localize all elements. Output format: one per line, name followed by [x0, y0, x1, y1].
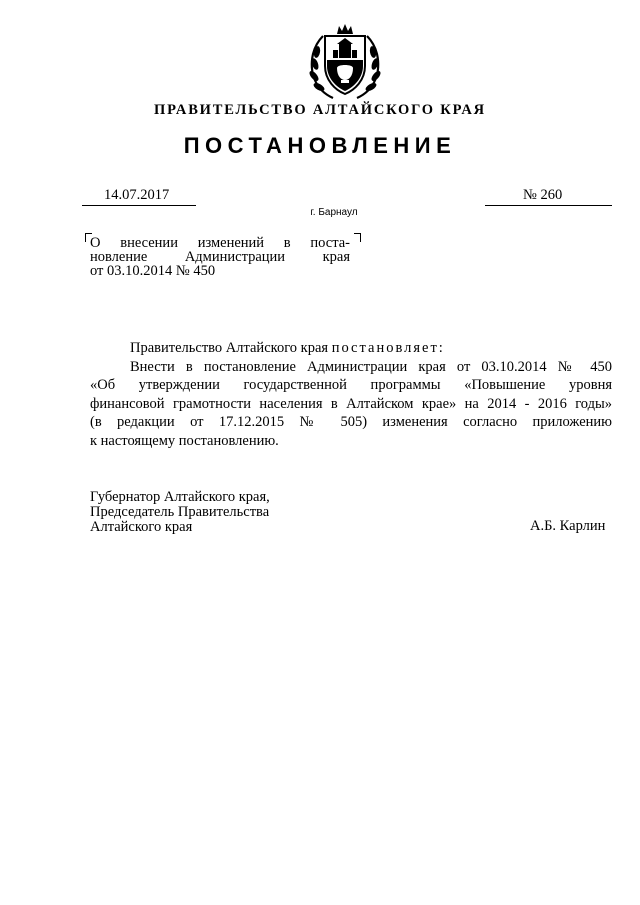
- subject-line: О внесении изменений в поста-: [90, 235, 350, 251]
- signer-title: [90, 490, 270, 535]
- document-subject: [90, 236, 350, 278]
- coat-of-arms-icon: [303, 20, 387, 104]
- body-line: «Об утверждении государственной программы «Повышение уровня: [90, 377, 612, 393]
- signer-title-line: Губернатор Алтайского края,: [90, 489, 270, 505]
- subject-bracket-right: [354, 233, 361, 242]
- signer-title-line: Алтайского края: [90, 519, 193, 535]
- signer-name: А.Б. Карлин: [530, 518, 606, 534]
- document-body: [90, 339, 612, 450]
- signer-title-line: Председатель Правительства: [90, 504, 270, 520]
- subject-line: от 03.10.2014 № 450: [90, 263, 216, 279]
- document-type-title: ПОСТАНОВЛЕНИЕ: [183, 133, 457, 158]
- decree-word: постановляет:: [331, 340, 445, 356]
- document-date: 14.07.2017: [104, 187, 170, 203]
- document-number: № 260: [523, 187, 563, 203]
- government-title: ПРАВИТЕЛЬСТВО АЛТАЙСКОГО КРАЯ: [154, 102, 486, 118]
- decree-intro: [90, 339, 612, 358]
- document-city: г. Барнаул: [310, 207, 358, 218]
- subject-line: новление Администрации края: [90, 249, 350, 265]
- body-line: финансовой грамотности населения в Алтайском крае» на 2014 - 2016 годы»: [90, 395, 612, 412]
- decree-intro-text: Правительство Алтайского края: [130, 340, 332, 356]
- body-line: к настоящему постановлению.: [90, 432, 279, 449]
- body-line: Внести в постановление Администрации края от 03.10.2014 № 450: [130, 358, 612, 375]
- body-line: (в редакции от 17.12.2015 № 505) изменения согласно приложению: [90, 414, 612, 430]
